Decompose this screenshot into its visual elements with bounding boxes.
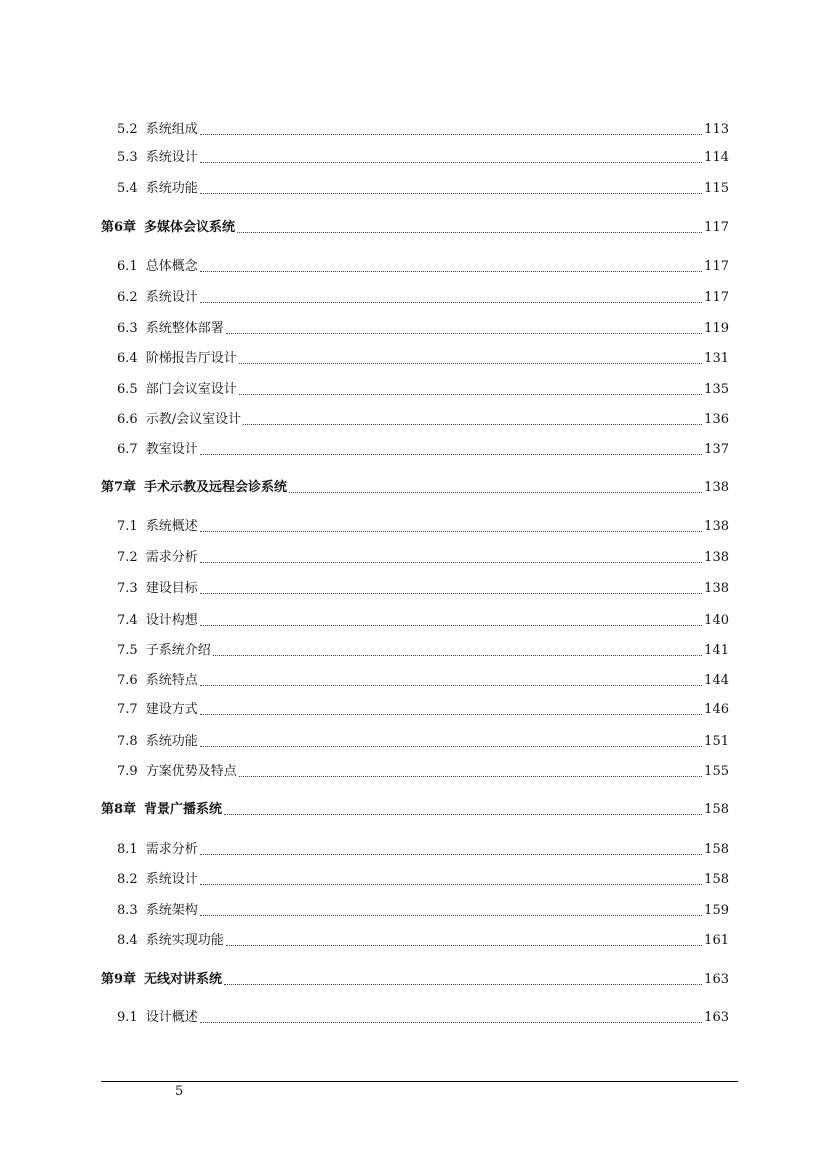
toc-entry[interactable] xyxy=(117,1010,729,1026)
toc-entry-label xyxy=(117,290,198,306)
toc-chapter-title: 手术示教及远程会诊系统 xyxy=(144,480,288,495)
toc-entry-title: 系统实现功能 xyxy=(145,933,224,948)
toc-entry-title: 系统概述 xyxy=(145,519,198,534)
toc-entry-label xyxy=(117,702,198,718)
toc-entry-number: 8.2 xyxy=(117,872,138,887)
toc-entry-number: 5.2 xyxy=(117,122,138,137)
toc-entry-title: 示教/会议室设计 xyxy=(145,412,242,427)
dot-leader xyxy=(200,1021,702,1023)
toc-entry[interactable] xyxy=(117,764,729,780)
dot-leader xyxy=(224,813,702,815)
toc-entry-label xyxy=(117,550,198,566)
dot-leader xyxy=(200,745,702,747)
dot-leader xyxy=(200,530,702,532)
toc-entry[interactable] xyxy=(117,442,729,458)
toc-entry-page: 144 xyxy=(704,673,729,688)
toc-chapter-number: 第9章 xyxy=(101,972,137,987)
toc-entry[interactable] xyxy=(117,519,729,535)
toc-entry-page: 119 xyxy=(704,321,729,336)
toc-entry[interactable] xyxy=(117,259,729,275)
toc-entry-page: 138 xyxy=(704,519,729,534)
toc-entry-page: 115 xyxy=(704,181,729,196)
toc-entry-page: 113 xyxy=(704,122,729,137)
toc-entry[interactable] xyxy=(117,581,729,597)
toc-entry-number: 5.3 xyxy=(117,150,138,165)
toc-entry-page: 138 xyxy=(704,581,729,596)
toc-entry-number: 6.2 xyxy=(117,290,138,305)
toc-entry-label xyxy=(117,581,198,597)
toc-entry-label xyxy=(117,519,198,535)
toc-entry-number: 7.4 xyxy=(117,613,138,628)
toc-entry-number: 8.3 xyxy=(117,903,138,918)
dot-leader xyxy=(239,393,702,395)
toc-entry-number: 5.4 xyxy=(117,181,138,196)
toc-entry[interactable] xyxy=(117,643,729,659)
footer-divider xyxy=(101,1081,738,1082)
toc-entry-number: 6.3 xyxy=(117,321,138,336)
dot-leader xyxy=(224,983,702,985)
dot-leader xyxy=(200,592,702,594)
toc-entry-title: 方案优势及特点 xyxy=(145,764,237,779)
toc-entry-title: 系统设计 xyxy=(145,290,198,305)
toc-entry[interactable] xyxy=(117,181,729,197)
toc-entry-page: 138 xyxy=(704,480,729,495)
dot-leader xyxy=(213,654,702,656)
dot-leader xyxy=(200,161,702,163)
toc-entry-page: 158 xyxy=(704,842,729,857)
toc-entry-label xyxy=(101,802,222,818)
toc-chapter-number: 第6章 xyxy=(101,220,137,235)
dot-leader xyxy=(200,133,702,135)
toc-entry-label xyxy=(117,613,198,629)
toc-chapter-entry[interactable] xyxy=(101,480,729,496)
toc-entry-title: 建设目标 xyxy=(145,581,198,596)
toc-entry-label xyxy=(117,259,198,275)
toc-entry-page: 138 xyxy=(704,550,729,565)
toc-entry[interactable] xyxy=(117,933,729,949)
toc-entry-page: 163 xyxy=(704,1010,729,1025)
dot-leader xyxy=(200,453,702,455)
toc-entry-page: 161 xyxy=(704,933,729,948)
toc-chapter-title: 背景广播系统 xyxy=(144,802,223,817)
toc-entry-number: 7.8 xyxy=(117,734,138,749)
toc-entry-page: 158 xyxy=(704,802,729,817)
toc-entry-number: 7.5 xyxy=(117,643,138,658)
toc-entry-title: 系统组成 xyxy=(145,122,198,137)
toc-entry-page: 117 xyxy=(704,220,729,235)
toc-entry[interactable] xyxy=(117,351,729,367)
toc-entry-page: 159 xyxy=(704,903,729,918)
toc-entry-title: 建设方式 xyxy=(145,702,198,717)
toc-entry[interactable] xyxy=(117,872,729,888)
toc-entry-number: 6.6 xyxy=(117,412,138,427)
toc-entry-title: 设计构想 xyxy=(145,613,198,628)
toc-entry-page: 117 xyxy=(704,259,729,274)
toc-entry-number: 6.1 xyxy=(117,259,138,274)
toc-entry[interactable] xyxy=(117,550,729,566)
toc-entry-number: 7.7 xyxy=(117,702,138,717)
toc-entry-label xyxy=(117,321,224,337)
dot-leader xyxy=(200,301,702,303)
toc-entry-title: 系统架构 xyxy=(145,903,198,918)
toc-entry-label xyxy=(117,933,224,949)
dot-leader xyxy=(200,684,702,686)
toc-entry-title: 系统设计 xyxy=(145,150,198,165)
toc-entry[interactable] xyxy=(117,412,729,428)
toc-entry-label xyxy=(117,181,198,197)
dot-leader xyxy=(200,192,702,194)
toc-entry-page: 146 xyxy=(704,702,729,717)
toc-entry-title: 系统整体部署 xyxy=(145,321,224,336)
toc-entry-page: 136 xyxy=(704,412,729,427)
dot-leader xyxy=(200,624,702,626)
dot-leader xyxy=(200,713,702,715)
toc-chapter-title: 无线对讲系统 xyxy=(144,972,223,987)
toc-entry-number: 9.1 xyxy=(117,1010,138,1025)
toc-entry[interactable] xyxy=(117,122,729,138)
toc-entry[interactable] xyxy=(117,673,729,689)
toc-entry-title: 阶梯报告厅设计 xyxy=(145,351,237,366)
footer-page-number: 5 xyxy=(175,1084,184,1099)
toc-entry-number: 7.2 xyxy=(117,550,138,565)
toc-chapter-entry[interactable] xyxy=(101,220,729,236)
toc-entry-label xyxy=(101,972,222,988)
toc-chapter-number: 第7章 xyxy=(101,480,137,495)
toc-entry-page: 158 xyxy=(704,872,729,887)
dot-leader xyxy=(243,423,702,425)
toc-entry-label xyxy=(117,1010,198,1026)
dot-leader xyxy=(226,944,702,946)
toc-entry-label xyxy=(117,351,237,367)
toc-entry-label xyxy=(101,220,235,236)
toc-entry-title: 需求分析 xyxy=(145,842,198,857)
toc-entry-page: 155 xyxy=(704,764,729,779)
toc-entry-page: 114 xyxy=(704,150,729,165)
dot-leader xyxy=(200,914,702,916)
toc-entry-title: 设计概述 xyxy=(145,1010,198,1025)
toc-entry-label xyxy=(101,480,287,496)
toc-entry-label xyxy=(117,764,237,780)
toc-entry-page: 141 xyxy=(704,643,729,658)
toc-entry[interactable] xyxy=(117,734,729,750)
toc-entry[interactable] xyxy=(117,613,729,629)
dot-leader xyxy=(239,775,702,777)
toc-chapter-entry[interactable] xyxy=(101,972,729,988)
toc-entry-title: 系统特点 xyxy=(145,673,198,688)
toc-entry-page: 163 xyxy=(704,972,729,987)
toc-entry-page: 135 xyxy=(704,382,729,397)
toc-entry-page: 137 xyxy=(704,442,729,457)
toc-entry-number: 6.7 xyxy=(117,442,138,457)
toc-entry-number: 6.5 xyxy=(117,382,138,397)
toc-entry-label xyxy=(117,872,198,888)
toc-entry-title: 教室设计 xyxy=(145,442,198,457)
toc-chapter-number: 第8章 xyxy=(101,802,137,817)
toc-entry-page: 140 xyxy=(704,613,729,628)
toc-entry-page: 151 xyxy=(704,734,729,749)
toc-entry-number: 7.9 xyxy=(117,764,138,779)
dot-leader xyxy=(200,270,702,272)
dot-leader xyxy=(239,362,702,364)
toc-chapter-entry[interactable] xyxy=(101,802,729,818)
toc-entry-title: 部门会议室设计 xyxy=(145,382,237,397)
toc-entry-number: 8.1 xyxy=(117,842,138,857)
toc-entry[interactable] xyxy=(117,150,729,166)
toc-entry-page: 131 xyxy=(704,351,729,366)
toc-entry-number: 7.6 xyxy=(117,673,138,688)
dot-leader xyxy=(226,332,702,334)
toc-entry[interactable] xyxy=(117,842,729,858)
dot-leader xyxy=(200,883,702,885)
toc-entry-title: 系统功能 xyxy=(145,181,198,196)
dot-leader xyxy=(237,231,702,233)
toc-entry-title: 系统功能 xyxy=(145,734,198,749)
toc-entry[interactable] xyxy=(117,903,729,919)
toc-entry-title: 总体概念 xyxy=(145,259,198,274)
toc-entry-label xyxy=(117,382,237,398)
toc-entry-number: 7.1 xyxy=(117,519,138,534)
dot-leader xyxy=(200,561,702,563)
toc-entry-number: 8.4 xyxy=(117,933,138,948)
toc-entry[interactable] xyxy=(117,321,729,337)
toc-entry-label xyxy=(117,412,241,428)
toc-entry-label xyxy=(117,903,198,919)
toc-entry[interactable] xyxy=(117,382,729,398)
toc-entry-number: 6.4 xyxy=(117,351,138,366)
toc-entry-title: 需求分析 xyxy=(145,550,198,565)
toc-chapter-title: 多媒体会议系统 xyxy=(144,220,236,235)
toc-entry-label xyxy=(117,643,211,659)
toc-entry[interactable] xyxy=(117,702,729,718)
dot-leader xyxy=(200,853,702,855)
toc-entry-number: 7.3 xyxy=(117,581,138,596)
toc-entry-title: 子系统介绍 xyxy=(145,643,211,658)
toc-entry-label xyxy=(117,673,198,689)
toc-entry-page: 117 xyxy=(704,290,729,305)
toc-entry-label xyxy=(117,442,198,458)
dot-leader xyxy=(289,491,702,493)
toc-entry-label xyxy=(117,122,198,138)
toc-entry-label xyxy=(117,842,198,858)
toc-entry[interactable] xyxy=(117,290,729,306)
toc-entry-label xyxy=(117,150,198,166)
toc-entry-title: 系统设计 xyxy=(145,872,198,887)
toc-entry-label xyxy=(117,734,198,750)
